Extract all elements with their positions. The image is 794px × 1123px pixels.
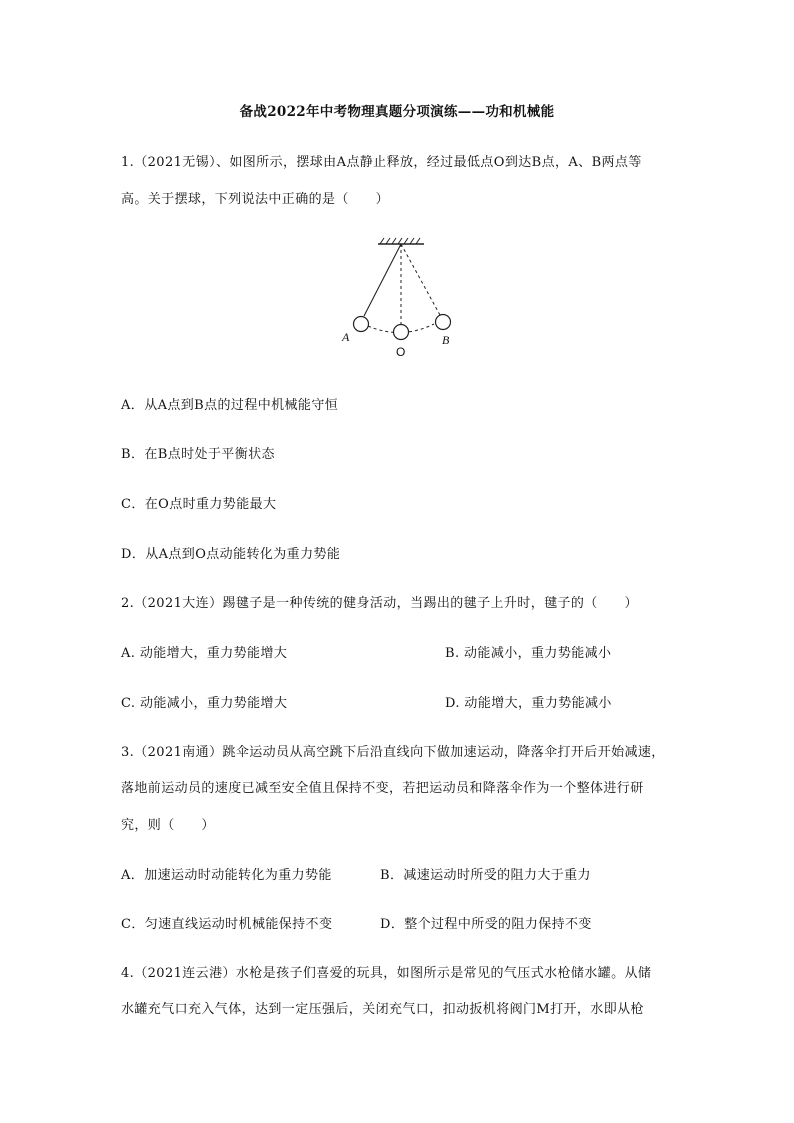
pendulum-figure [336, 236, 464, 358]
q3-text-line1: 3.（2021南通）跳伞运动员从高空跳下后沿直线向下做加速运动，降落伞打开后开始减速， [121, 745, 665, 760]
q3-option-d: D．整个过程中所受的阻力保持不变 [380, 917, 592, 932]
q2-option-a: A. 动能增大，重力势能增大 [121, 646, 288, 661]
ceiling-hatching [380, 238, 420, 244]
pendulum-string-b [401, 244, 440, 315]
q4-text-line1: 4.（2021连云港）水枪是孩子们喜爱的玩具，如图所示是常见的气压式水枪储水罐。从储 [121, 966, 652, 981]
q1-option-d: D．从A点到O点动能转化为重力势能 [121, 547, 341, 562]
q3-text-line3: 究，则（ ） [121, 818, 215, 833]
q2-text-line1: 2.（2021大连）踢毽子是一种传统的健身活动，当踢出的毽子上升时，毽子的（ ） [121, 596, 638, 611]
pendulum-string-a [364, 244, 401, 316]
ball-o [394, 325, 409, 340]
label-b: B [442, 333, 450, 347]
q3-option-c: C．匀速直线运动时机械能保持不变 [121, 917, 333, 932]
q2-option-b: B. 动能减小，重力势能减小 [445, 646, 612, 661]
q1-option-c: C．在O点时重力势能最大 [121, 497, 277, 512]
ball-b [436, 315, 451, 330]
q1-text-line1: 1.（2021无锡）、如图所示，摆球由A点静止释放，经过最低点O到达B点，A、B两点等 [121, 155, 642, 170]
ball-a [354, 317, 369, 332]
q1-text-line2: 高。关于摆球，下列说法中正确的是（ ） [121, 192, 390, 207]
document-title: 备战2022年中考物理真题分项演练——功和机械能 [239, 104, 555, 120]
q3-text-line2: 落地前运动员的速度已减至安全值且保持不变，若把运动员和降落伞作为一个整体进行研 [121, 781, 644, 796]
label-a: A [342, 330, 350, 344]
q4-text-line2: 水罐充气口充入气体，达到一定压强后，关闭充气口，扣动扳机将阀门M打开，水即从枪 [121, 1002, 644, 1017]
label-o: O [396, 345, 406, 358]
q3-option-a: A．加速运动时动能转化为重力势能 [121, 868, 332, 883]
q1-option-a: A．从A点到B点的过程中机械能守恒 [121, 398, 339, 413]
q1-option-b: B．在B点时处于平衡状态 [121, 447, 275, 462]
q2-option-c: C. 动能减小，重力势能增大 [121, 696, 288, 711]
q3-option-b: B．减速运动时所受的阻力大于重力 [380, 868, 591, 883]
q2-option-d: D. 动能增大，重力势能减小 [445, 696, 612, 711]
